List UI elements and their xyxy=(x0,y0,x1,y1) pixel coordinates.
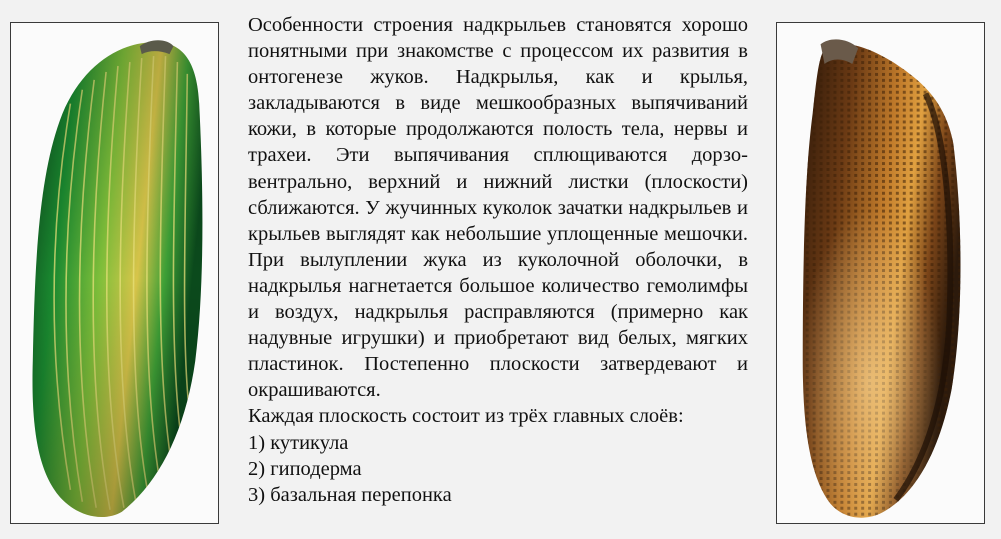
layers-list xyxy=(248,430,748,508)
body-text xyxy=(248,12,748,508)
layers-intro: Каждая плоскость состоит из трёх главных слоёв: xyxy=(248,405,684,428)
green-elytron-image xyxy=(11,23,218,523)
green-elytron-photo xyxy=(10,22,219,524)
list-item: 3) базальная перепонка xyxy=(248,483,452,506)
list-item: 2) гиподерма xyxy=(248,457,362,480)
list-item: 1) кутикула xyxy=(248,431,349,454)
brown-elytron-image xyxy=(777,23,984,523)
brown-elytron-photo xyxy=(776,22,985,524)
development-paragraph: Особенности строения надкрыльев становятся хорошо понятными при знакомстве с процессом их развития в онтогенезе жуков. Надкрылья, как и крылья, закладываются в виде мешкообразных выпячиваний кожи, в которые продолжаются полость тела, нервы и трахеи. Эти выпячивания сплющиваются дорзо-вентрально, верхний и нижний листки (плоскости) сближаются. У жучинных куколок зачатки надкрыльев и крыльев выглядят как небольшие уплощенные мешочки. При вылуплении жука из куколочной оболочки, в надкрылья нагнетается большое количество гемолимфы и воздух, надкрылья расправляются (примерно как надувные игрушки) и приобретают вид белых, мягких пластинок. Постепенно плоскости затвердевают и окрашиваются. xyxy=(248,14,748,402)
